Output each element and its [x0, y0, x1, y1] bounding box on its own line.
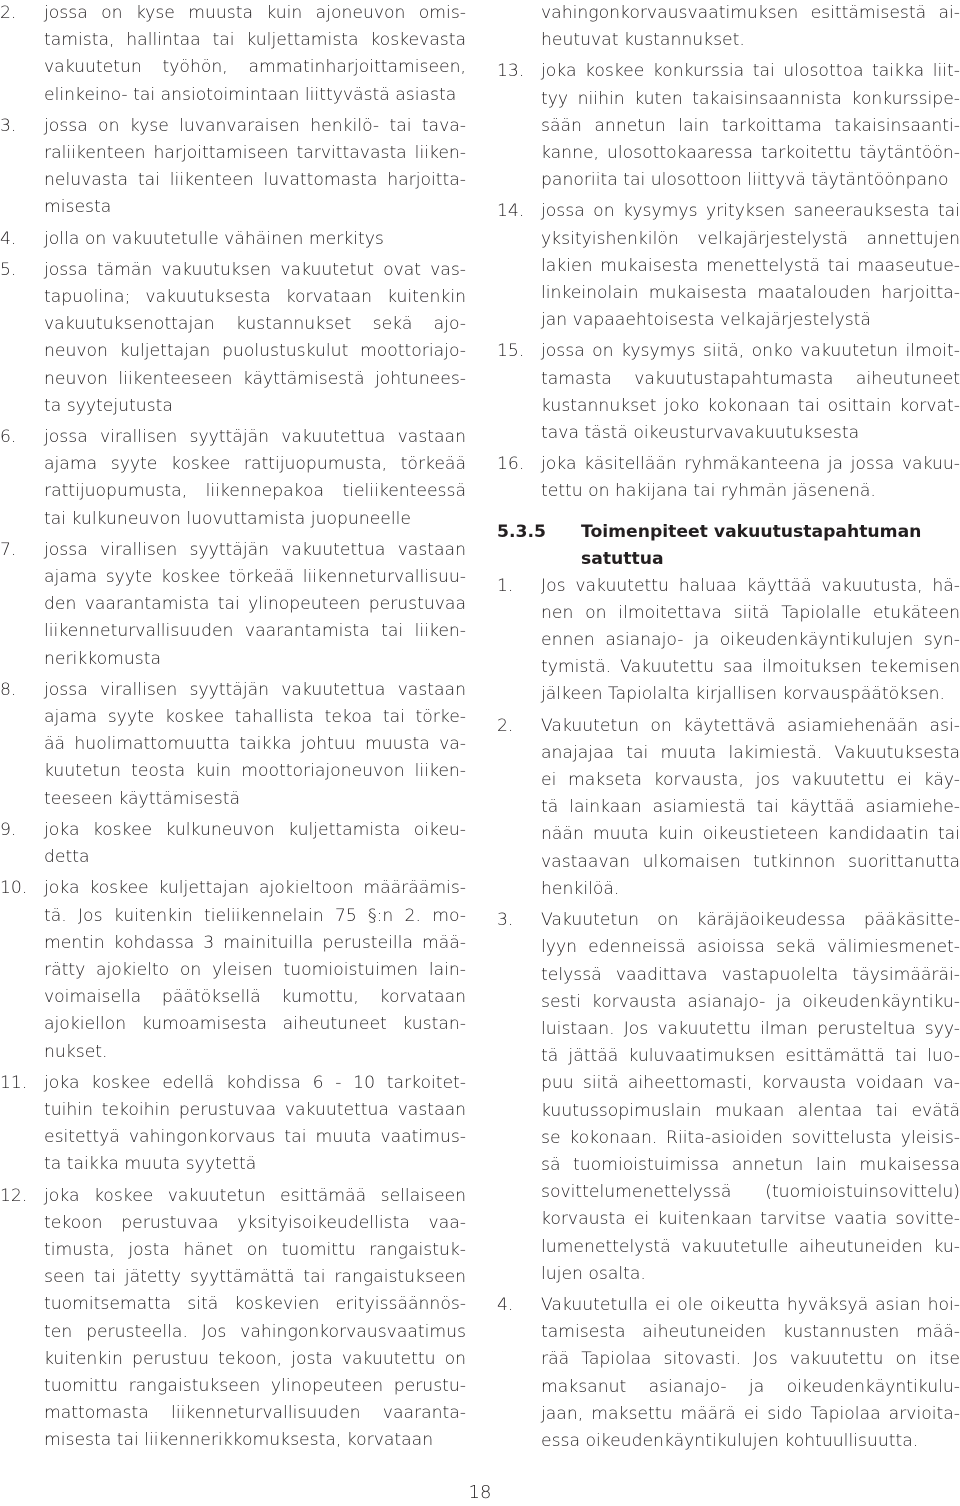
item-text-line: vakuutetun työhön, ammatinharjoittamiseen,	[44, 57, 466, 78]
item-text-line: Vakuutetun on käytettävä asiamiehenään asi-	[541, 715, 960, 736]
item-text-line: tamisesta aiheutuneiden kustannusten mää-	[541, 1322, 960, 1343]
item-number: 14.	[497, 201, 525, 222]
list-item	[497, 198, 960, 334]
item-text-line: detta	[44, 847, 90, 868]
item-text-line: vakuutuksenottajan kustannukset sekä ajo-	[44, 314, 466, 335]
item-text-line: tymistä. Vakuutettu saa ilmoituksen tekemisen	[541, 657, 960, 678]
item-text-line: telyssä vaadittava vastapuolelta täysimääräi-	[541, 964, 960, 985]
item-text-line: esitettyä vahingonkorvaus tai muuta vaatimus-	[44, 1127, 466, 1148]
right-column	[497, 0, 960, 1455]
item-text-line: ennen asianajo- ja oikeudenkäyntikulujen syn-	[541, 630, 960, 651]
item-text-line: rätty ajokielto on yleisen tuomioistuimen lain-	[44, 959, 466, 980]
item-text-line: lumenettelystä vakuutetulle aiheutuneiden ku-	[541, 1236, 960, 1257]
item-text-line: tava tästä oikeusturvavakuutuksesta	[541, 423, 860, 444]
item-text-line: jaan, maksettu määrä ei sido Tapiolaa arvioita-	[541, 1403, 960, 1424]
item-text-line: joka koskee kulkuneuvon kuljettamista oikeu-	[44, 819, 466, 840]
item-text-line: yksityishenkilön velkajärjestelystä annettujen	[541, 228, 960, 249]
item-text-line: kuutetun teosta kuin moottoriajoneuvon liiken-	[44, 761, 466, 782]
item-text-line: jossa on kysymys yrityksen saneerauksesta tai	[541, 201, 960, 222]
item-text-line: nerikkomusta	[44, 648, 161, 669]
list-item	[497, 1292, 960, 1455]
list-item	[0, 0, 466, 109]
item-text-line: sovittelumenettelyssä (tuomioistuinsovittelu)	[541, 1182, 960, 1203]
item-number: 2.	[0, 3, 17, 23]
item-number: 16.	[497, 454, 525, 475]
item-text-line: den vaarantamista tai ylinopeuteen perustuvaa	[44, 594, 466, 615]
item-text-line: vastaavan ulkomaisen tutkinnon suorittanutta	[541, 851, 960, 872]
item-text-line: luistaan. Jos vakuutettu ilman perusteltua syy-	[541, 1018, 960, 1039]
item-text-line: tettu on hakijana tai ryhmän jäsenenä.	[541, 481, 876, 502]
item-text-line: sään annetun lain tarkoittama takaisinsaanti-	[541, 115, 960, 136]
item-text-line: rattijuopumusta, liikennepakoa tieliikenteessä	[44, 481, 466, 502]
section-title-line: satuttua	[581, 548, 664, 569]
item-text-line: tä lainkaan asiamiestä tai käyttää asiamiehe-	[541, 797, 960, 818]
item-text-line: misesta	[44, 197, 112, 218]
item-text-line: joka koskee konkurssia tai ulosottoa taikka liit-	[541, 61, 960, 82]
item-text-line: joka koskee vakuutetun esittämää sellaiseen	[44, 1185, 466, 1206]
item-text-line: misesta tai liikennerikkomuksesta, korvataan	[44, 1430, 434, 1451]
list-item	[0, 257, 466, 420]
item-number: 15.	[497, 341, 525, 362]
item-text-line: tä. Jos kuitenkin tieliikennelain 75 §:n 2. mo-	[44, 905, 466, 926]
item-text-line: voimaisella päätöksellä kumottu, korvataan	[44, 987, 466, 1008]
item-text-line: se kokonaan. Riita-asioiden sovittelusta yleisis-	[541, 1127, 960, 1148]
item-text-line: nukset.	[44, 1041, 108, 1062]
item-text-line: jolla on vakuutetulle vähäinen merkitys	[44, 228, 384, 249]
item-text-line: sä tuomioistuimissa annetun lain mukaisessa	[541, 1154, 960, 1175]
item-text-line: jossa on kyse muusta kuin ajoneuvon omis-	[44, 3, 466, 23]
item-text-line: jossa on kysymys siitä, onko vakuutetun ilmoit-	[541, 341, 960, 362]
list-item	[497, 338, 960, 447]
item-text-line: tä jättää kuluvaatimuksen esittämättä tai luo-	[541, 1046, 960, 1067]
item-text-line: tuomittu rangaistukseen ylinopeuteen perustu-	[44, 1375, 466, 1396]
item-number: 3.	[0, 115, 17, 136]
item-text-line: kanne, ulosottokaaressa tarkoitettu täytäntöön-	[541, 143, 960, 164]
item-text-line: neuvon liikenteeseen käyttämisestä johtunees-	[44, 368, 466, 389]
item-number: 3.	[497, 910, 514, 931]
list-item	[0, 677, 466, 813]
item-text-line: neuvon kuljettajan puolustuskulut moottoriajo-	[44, 341, 466, 362]
item-text-line: kuutussopimuslain mukaan alentaa tai evätä	[541, 1100, 960, 1121]
item-number: 11.	[0, 1072, 28, 1093]
item-text-line: ta syytejutusta	[44, 395, 173, 416]
list-item	[497, 573, 960, 709]
item-number: 8.	[0, 679, 17, 700]
item-text-line: ajokiellon kumoamisesta aiheutuneet kustan-	[44, 1014, 466, 1035]
item-text-line: nen on ilmoitettava siitä Tapiolalle etukäteen	[541, 602, 960, 623]
item-text-line: kuitenkin perustuu tekoon, josta vakuutettu on	[44, 1348, 466, 1369]
list-item	[0, 537, 466, 673]
item-number: 12.	[0, 1185, 28, 1206]
list-item	[497, 451, 960, 505]
item-text-line: lujen osalta.	[541, 1263, 646, 1284]
item-text-line: mattomasta liikenneturvallisuuden vaaranta-	[44, 1403, 466, 1424]
item-text-line: lakien mukaisesta menettelystä tai maaseutue-	[541, 255, 960, 276]
section-heading	[497, 519, 960, 573]
item-number: 5.	[0, 259, 17, 280]
item-text-line: jossa virallisen syyttäjän vakuutettua vastaan	[44, 427, 466, 448]
item-text-line: raliikenteen harjoittamiseen tarvittavasta liiken-	[44, 143, 466, 164]
item-text-line: Vakuutetun on käräjäoikeudessa pääkäsitte-	[541, 910, 960, 931]
item-text-line: elinkeino- tai ansiotoimintaan liittyvästä asiasta	[44, 84, 457, 105]
item-text-line: ten perusteella. Jos vahingonkorvausvaatimus	[44, 1321, 466, 1342]
item-text-line: ta taikka muuta syytettä	[44, 1154, 257, 1175]
item-text-line: teeseen käyttämisestä	[44, 788, 240, 809]
item-text-line: tapuolina; vakuutuksesta korvataan kuitenkin	[44, 287, 466, 308]
section-title-line: Toimenpiteet vakuutustapahtuman	[581, 521, 922, 542]
item-text-line: tuomitsematta sitä koskevien erityissäännös-	[44, 1294, 466, 1315]
right-list	[497, 58, 960, 505]
item-text-line: tuihin tekoihin perustuvaa vakuutettua vastaan	[44, 1099, 466, 1120]
item-text-line: tamasta vakuutustapahtumasta aiheutuneet	[541, 368, 960, 389]
list-item	[0, 226, 466, 253]
item-text-line: nään muuta kuin oikeustieteen kandidaatin tai	[541, 824, 960, 845]
list-item	[0, 1183, 466, 1455]
list-item	[0, 424, 466, 533]
item-number: 13.	[497, 61, 525, 82]
list-item	[497, 58, 960, 194]
item-text-line: jälkeen Tapiolalta kirjallisen korvauspäätöksen.	[541, 684, 945, 705]
item-text-line: joka koskee kuljettajan ajokieltoon määräämis-	[44, 878, 466, 899]
item-text-line: timusta, josta hänet on tuomittu rangaistuk-	[44, 1239, 466, 1260]
item-text-line: tamista, hallintaa tai kuljettamista koskevasta	[44, 30, 466, 51]
list-item	[0, 875, 466, 1065]
continuation-paragraph	[497, 0, 960, 54]
item-text-line: joka koskee edellä kohdissa 6 - 10 tarkoitet-	[44, 1072, 466, 1093]
page-number: 18	[468, 1482, 492, 1503]
item-text-line: essa oikeudenkäyntikulujen kohtuullisuutta.	[541, 1430, 919, 1451]
item-text-line: Vakuutetulla ei ole oikeutta hyväksyä asian hoi-	[541, 1294, 960, 1315]
item-text-line: korvausta ei kuitenkaan tarvitse vaatia sovitte-	[541, 1209, 960, 1230]
list-item	[0, 113, 466, 222]
section-list	[497, 573, 960, 1456]
item-text-line: rää Tapiolaa sitovasti. Jos vakuutettu on itse	[541, 1349, 960, 1370]
item-text-line: anajajaa tai muuta lakimiestä. Vakuutuksesta	[541, 742, 960, 763]
item-text-line: Jos vakuutettu haluaa käyttää vakuutusta, hä-	[541, 575, 960, 596]
section-number: 5.3.5	[497, 521, 546, 542]
item-text-line: joka käsitellään ryhmäkanteena ja jossa vakuu-	[541, 454, 960, 475]
item-text-line: jossa virallisen syyttäjän vakuutettua vastaan	[44, 539, 466, 560]
item-text-line: tyy niihin kuten takaisinsaannista konkurssipe-	[541, 88, 960, 109]
continuation-line: heutuvat kustannukset.	[541, 30, 745, 51]
item-text-line: maksanut asianajo- ja oikeudenkäyntikulu-	[541, 1376, 960, 1397]
item-text-line: puu siitä aiheettomasti, korvausta voidaan va-	[541, 1073, 960, 1094]
item-text-line: sesti korvausta asianajo- ja oikeudenkäyntiku-	[541, 991, 960, 1012]
item-text-line: jan vapaaehtoisesta velkajärjestelystä	[541, 310, 871, 331]
continuation-line: vahingonkorvausvaatimuksen esittämisestä ai-	[541, 3, 960, 23]
item-number: 2.	[497, 715, 514, 736]
item-text-line: kustannukset joko kokonaan tai osittain korvat-	[541, 395, 960, 416]
item-text-line: ajama syyte koskee törkeää liikenneturvallisuu-	[44, 567, 466, 588]
item-text-line: jossa on kyse luvanvaraisen henkilö- tai tava-	[44, 115, 466, 136]
left-column	[0, 0, 466, 1455]
item-number: 4.	[497, 1294, 514, 1315]
item-number: 10.	[0, 878, 28, 899]
item-text-line: ei makseta korvausta, jos vakuutettu ei käy-	[541, 770, 960, 791]
item-text-line: ajama syyte koskee rattijuopumusta, törkeää	[44, 454, 466, 475]
item-text-line: mentin kohdassa 3 mainituilla perusteilla mää-	[44, 932, 466, 953]
item-number: 6.	[0, 427, 17, 448]
item-number: 7.	[0, 539, 17, 560]
item-text-line: liikenneturvallisuuden vaarantamista tai liiken-	[44, 621, 466, 642]
item-text-line: tekoon perustuvaa yksityisoikeudellista vaa-	[44, 1212, 466, 1233]
item-text-line: jossa virallisen syyttäjän vakuutettua vastaan	[44, 679, 466, 700]
item-number: 4.	[0, 228, 17, 249]
item-text-line: neluvasta tai liikenteen luvattomasta harjoitta-	[44, 170, 466, 191]
item-number: 1.	[497, 575, 514, 596]
list-item	[497, 907, 960, 1288]
list-item	[0, 817, 466, 871]
item-text-line: ajama syyte koskee tahallista tekoa tai törke-	[44, 707, 466, 728]
item-text-line: panoriita tai ulosottoon liittyvä täytäntöönpano	[541, 170, 949, 191]
list-item	[0, 1070, 466, 1179]
item-text-line: henkilöä.	[541, 878, 620, 899]
item-text-line: tai kulkuneuvon luovuttamista juopuneelle	[44, 508, 411, 529]
item-text-line: seen tai jätetty syyttämättä tai rangaistukseen	[44, 1267, 466, 1288]
item-text-line: jossa tämän vakuutuksen vakuutetut ovat vas-	[44, 259, 466, 280]
item-text-line: linkeinolain mukaisesta maatalouden harjoitta-	[541, 283, 960, 304]
item-text-line: lyyn edenneissä asioissa sekä välimiesmenet-	[541, 937, 960, 958]
list-item	[497, 713, 960, 903]
item-number: 9.	[0, 819, 17, 840]
item-text-line: ää huolimattomuutta taikka johtuu muusta va-	[44, 734, 466, 755]
